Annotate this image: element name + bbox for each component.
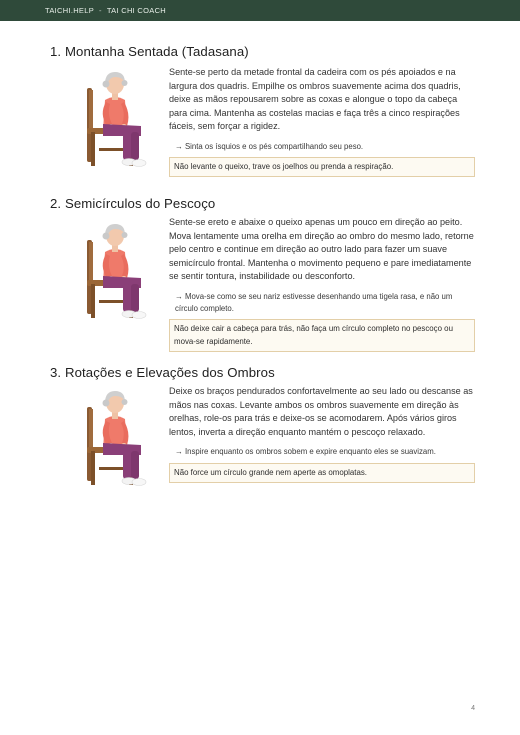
section-description: Sente-se ereto e abaixe o queixo apenas um pouco em direção ao peito. Mova lentamente uma orelha em direção ao ombro do mesmo lado, retorne pelo centro e continue em direção ao outro lado para fazer um suave semicírculo frontal. Mantenha o movimento pequeno e pare imediatamente se sentir tontura, instabilidade ou desconforto. (169, 217, 474, 282)
section-warning-box: Não force um círculo grande nem aperte as omoplatas. (169, 463, 475, 483)
section-tip: → Sinta os ísquios e os pés compartilhando seu peso. (175, 141, 364, 151)
section-body (169, 216, 475, 352)
brand-name: TAICHI.HELP (45, 6, 95, 15)
section-warning-box: Não deixe cair a cabeça para trás, não faça um círculo completo no pescoço ou mova-se rapidamente. (169, 319, 475, 351)
seated-woman-illustration (66, 68, 162, 168)
section-tip: → Mova-se como se seu nariz estivesse desenhando uma tigela rasa, e não um círculo completo. (175, 291, 453, 314)
page-number: 4 (471, 705, 475, 712)
section-description: Deixe os braços pendurados confortavelmente ao seu lado ou descanse as mãos nas coxas. Levante ambos os ombros suavemente em direção às orelhas, role-os para trás e deixe-os se acomodarem. Após vários giros lentos, inverta a direção enquanto mantém o pescoço relaxado. (169, 386, 473, 437)
header-title: TAI CHI COACH (106, 6, 167, 15)
section-warning-box: Não levante o queixo, trave os joelhos ou prenda a respiração. (169, 157, 475, 177)
exercise-section-1 (50, 44, 475, 172)
section-body (169, 385, 475, 483)
top-header-bar (0, 0, 520, 21)
section-title: 3. Rotações e Elevações dos Ombros (50, 365, 275, 380)
seated-woman-illustration (66, 220, 162, 320)
section-body (169, 66, 475, 177)
section-tip: → Inspire enquanto os ombros sobem e expire enquanto eles se suavizam. (175, 447, 436, 457)
seated-woman-illustration (66, 387, 162, 487)
exercise-section-2 (50, 196, 475, 346)
section-title: 1. Montanha Sentada (Tadasana) (50, 44, 249, 59)
section-title: 2. Semicírculos do Pescoço (50, 196, 216, 211)
section-description: Sente-se perto da metade frontal da cadeira com os pés apoiados e na largura dos quadris. Empilhe os ombros suavemente acima dos quadris, deixe as mãos repousarem sobre as coxas e alongue o topo da cabeça para cima. Mantenha as costelas macias e faça três a cinco respirações fáceis, sem forçar a rigidez. (169, 67, 461, 132)
header-separator: - (99, 6, 102, 15)
exercise-section-3 (50, 365, 475, 477)
